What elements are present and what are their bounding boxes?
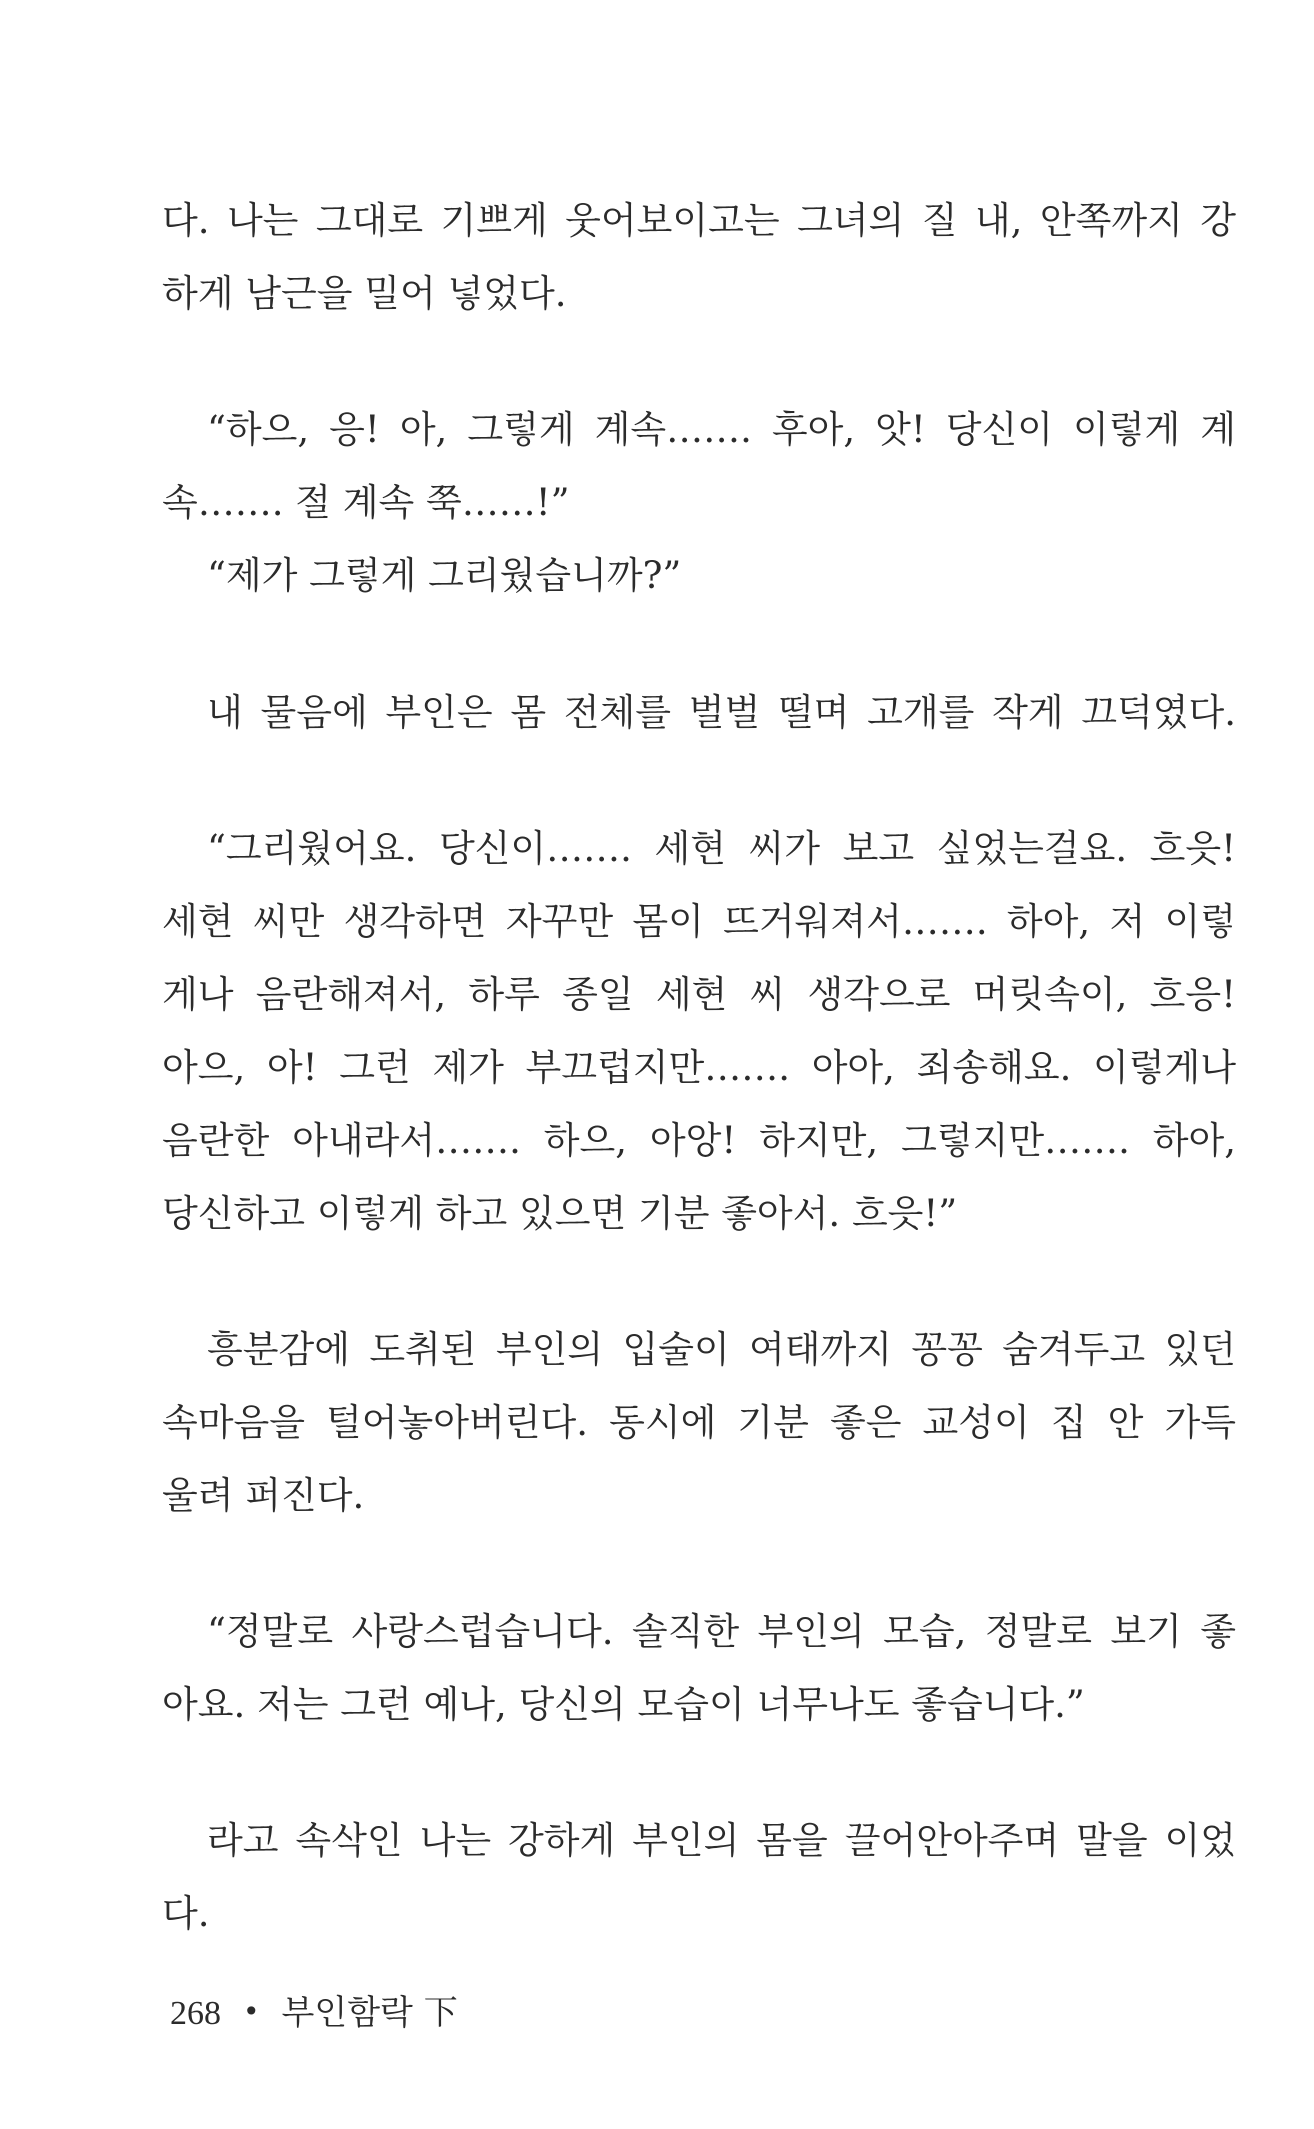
text-line: 다. [162,1892,210,1935]
text-line: “제가 그렇게 그리웠습니까?” [207,554,682,597]
text-line: 울려 퍼진다. [162,1474,365,1517]
text-line: “그리웠어요. 당신이……. 세현 씨가 보고 싶었는걸요. 흐읏! [207,827,1236,870]
page-number: 268 [170,1995,221,2032]
book-title: 부인함락 下 [281,1993,458,2033]
page-footer [170,1990,458,2036]
text-line: “하으, 응! 아, 그렇게 계속……. 후아, 앗! 당신이 이렇게 계 [207,408,1236,451]
text-line: 게나 음란해져서, 하루 종일 세현 씨 생각으로 머릿속이, 흐응! [162,973,1236,1016]
text-line: 세현 씨만 생각하면 자꾸만 몸이 뜨거워져서……. 하아, 저 이렇 [162,900,1236,943]
text-line: 라고 속삭인 나는 강하게 부인의 몸을 끌어안아주며 말을 이었 [207,1819,1236,1862]
text-line: 흥분감에 도취된 부인의 입술이 여태까지 꽁꽁 숨겨두고 있던 [207,1328,1236,1371]
text-line: 속……. 절 계속 쭉……!” [162,481,570,524]
text-line: 아으, 아! 그런 제가 부끄럽지만……. 아아, 죄송해요. 이렇게나 [162,1046,1236,1089]
footer-separator: • [243,1995,260,2028]
text-line: 속마음을 털어놓아버린다. 동시에 기분 좋은 교성이 집 안 가득 [162,1401,1236,1444]
text-line: 내 물음에 부인은 몸 전체를 벌벌 떨며 고개를 작게 끄덕였다. [207,691,1236,734]
text-line: 하게 남근을 밀어 넣었다. [162,272,567,315]
text-line: 음란한 아내라서……. 하으, 아앙! 하지만, 그렇지만……. 하아, [162,1119,1236,1162]
text-line: 다. 나는 그대로 기쁘게 웃어보이고는 그녀의 질 내, 안쪽까지 강 [162,199,1236,242]
text-line: 당신하고 이렇게 하고 있으면 기분 좋아서. 흐읏!” [162,1192,958,1235]
text-line: “정말로 사랑스럽습니다. 솔직한 부인의 모습, 정말로 보기 좋 [207,1610,1236,1653]
text-line: 아요. 저는 그런 예나, 당신의 모습이 너무나도 좋습니다.” [162,1683,1085,1726]
